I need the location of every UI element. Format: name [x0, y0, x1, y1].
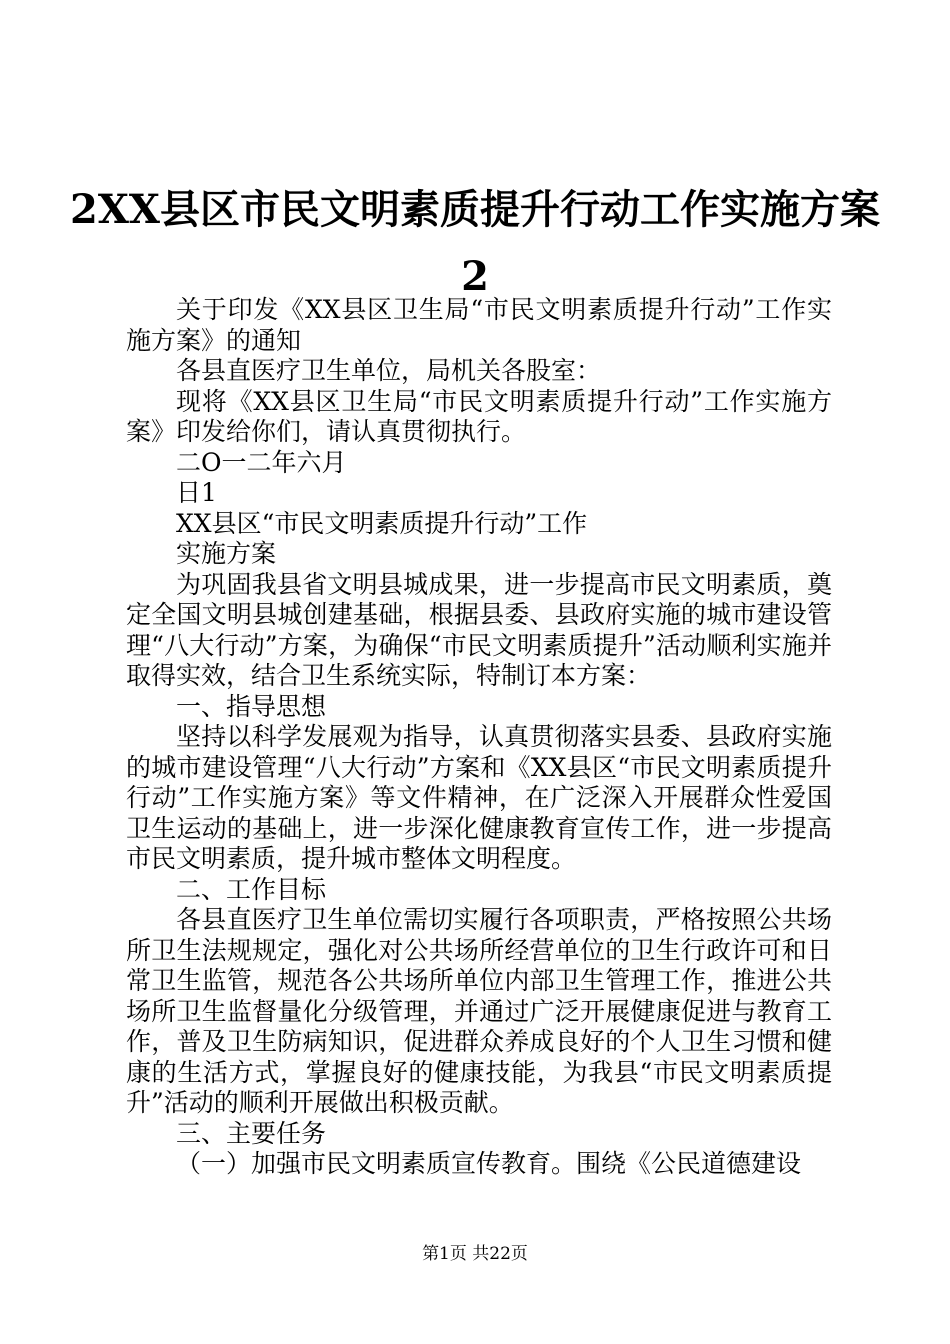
paragraph-announcement: 现将《XX县区卫生局“市民文明素质提升行动”工作实施方案》印发给你们，请认真贯彻执行。	[126, 386, 832, 446]
page-footer: 第1页 共22页	[422, 1244, 528, 1264]
paragraph-notice-heading: 关于印发《XX县区卫生局“市民文明素质提升行动”工作实施方案》的通知	[126, 295, 832, 355]
paragraph-guiding-ideology: 坚持以科学发展观为指导，认真贯彻落实县委、县政府实施的城市建设管理“八大行动”方案和《XX县区“市民文明素质提升行动”工作实施方案》等文件精神，在广泛深入开展群众性爱国卫生运动的基础上，进一步深化健康教育宣传工作，进一步提高市民文明素质，提升城市整体文明程度。	[126, 722, 832, 873]
paragraph-date: 二O一二年六月	[176, 447, 347, 477]
paragraph-recipients: 各县直医疗卫生单位，局机关各股室：	[176, 356, 602, 385]
paragraph-day: 日1	[176, 478, 217, 507]
paragraph-main-task-1: （一）加强市民文明素质宣传教育。围绕《公民道德建设	[176, 1149, 802, 1178]
paragraph-plan-subtitle: 实施方案	[176, 539, 277, 568]
title-line-1: 2XX县区市民文明素质提升行动工作实施方案	[70, 186, 880, 233]
section-heading-main-tasks: 三、主要任务	[176, 1118, 327, 1148]
paragraph-work-goals: 各县直医疗卫生单位需切实履行各项职责，严格按照公共场所卫生法规规定，强化对公共场所经营单位的卫生行政许可和日常卫生监管，规范各公共场所单位内部卫生管理工作，推进公共场所卫生监督量化分级管理，并通过广泛开展健康促进与教育工作，普及卫生防病知识，促进群众养成良好的个人卫生习惯和健康的生活方式，掌握良好的健康技能，为我县“市民文明素质提升”活动的顺利开展做出积极贡献。	[126, 905, 832, 1117]
section-heading-work-goals: 二、工作目标	[176, 874, 327, 904]
section-heading-guiding-ideology: 一、指导思想	[176, 691, 327, 721]
document-title	[60, 186, 890, 301]
title-line-2: 2	[461, 253, 489, 300]
paragraph-intro: 为巩固我县省文明县城成果，进一步提高市民文明素质，奠定全国文明县城创建基础，根据县委、县政府实施的城市建设管理“八大行动”方案，为确保“市民文明素质提升”活动顺利实施并取得实效，结合卫生系统实际，特制订本方案：	[126, 569, 832, 690]
document-body	[126, 295, 832, 1180]
paragraph-plan-title: XX县区“市民文明素质提升行动”工作	[176, 508, 588, 538]
